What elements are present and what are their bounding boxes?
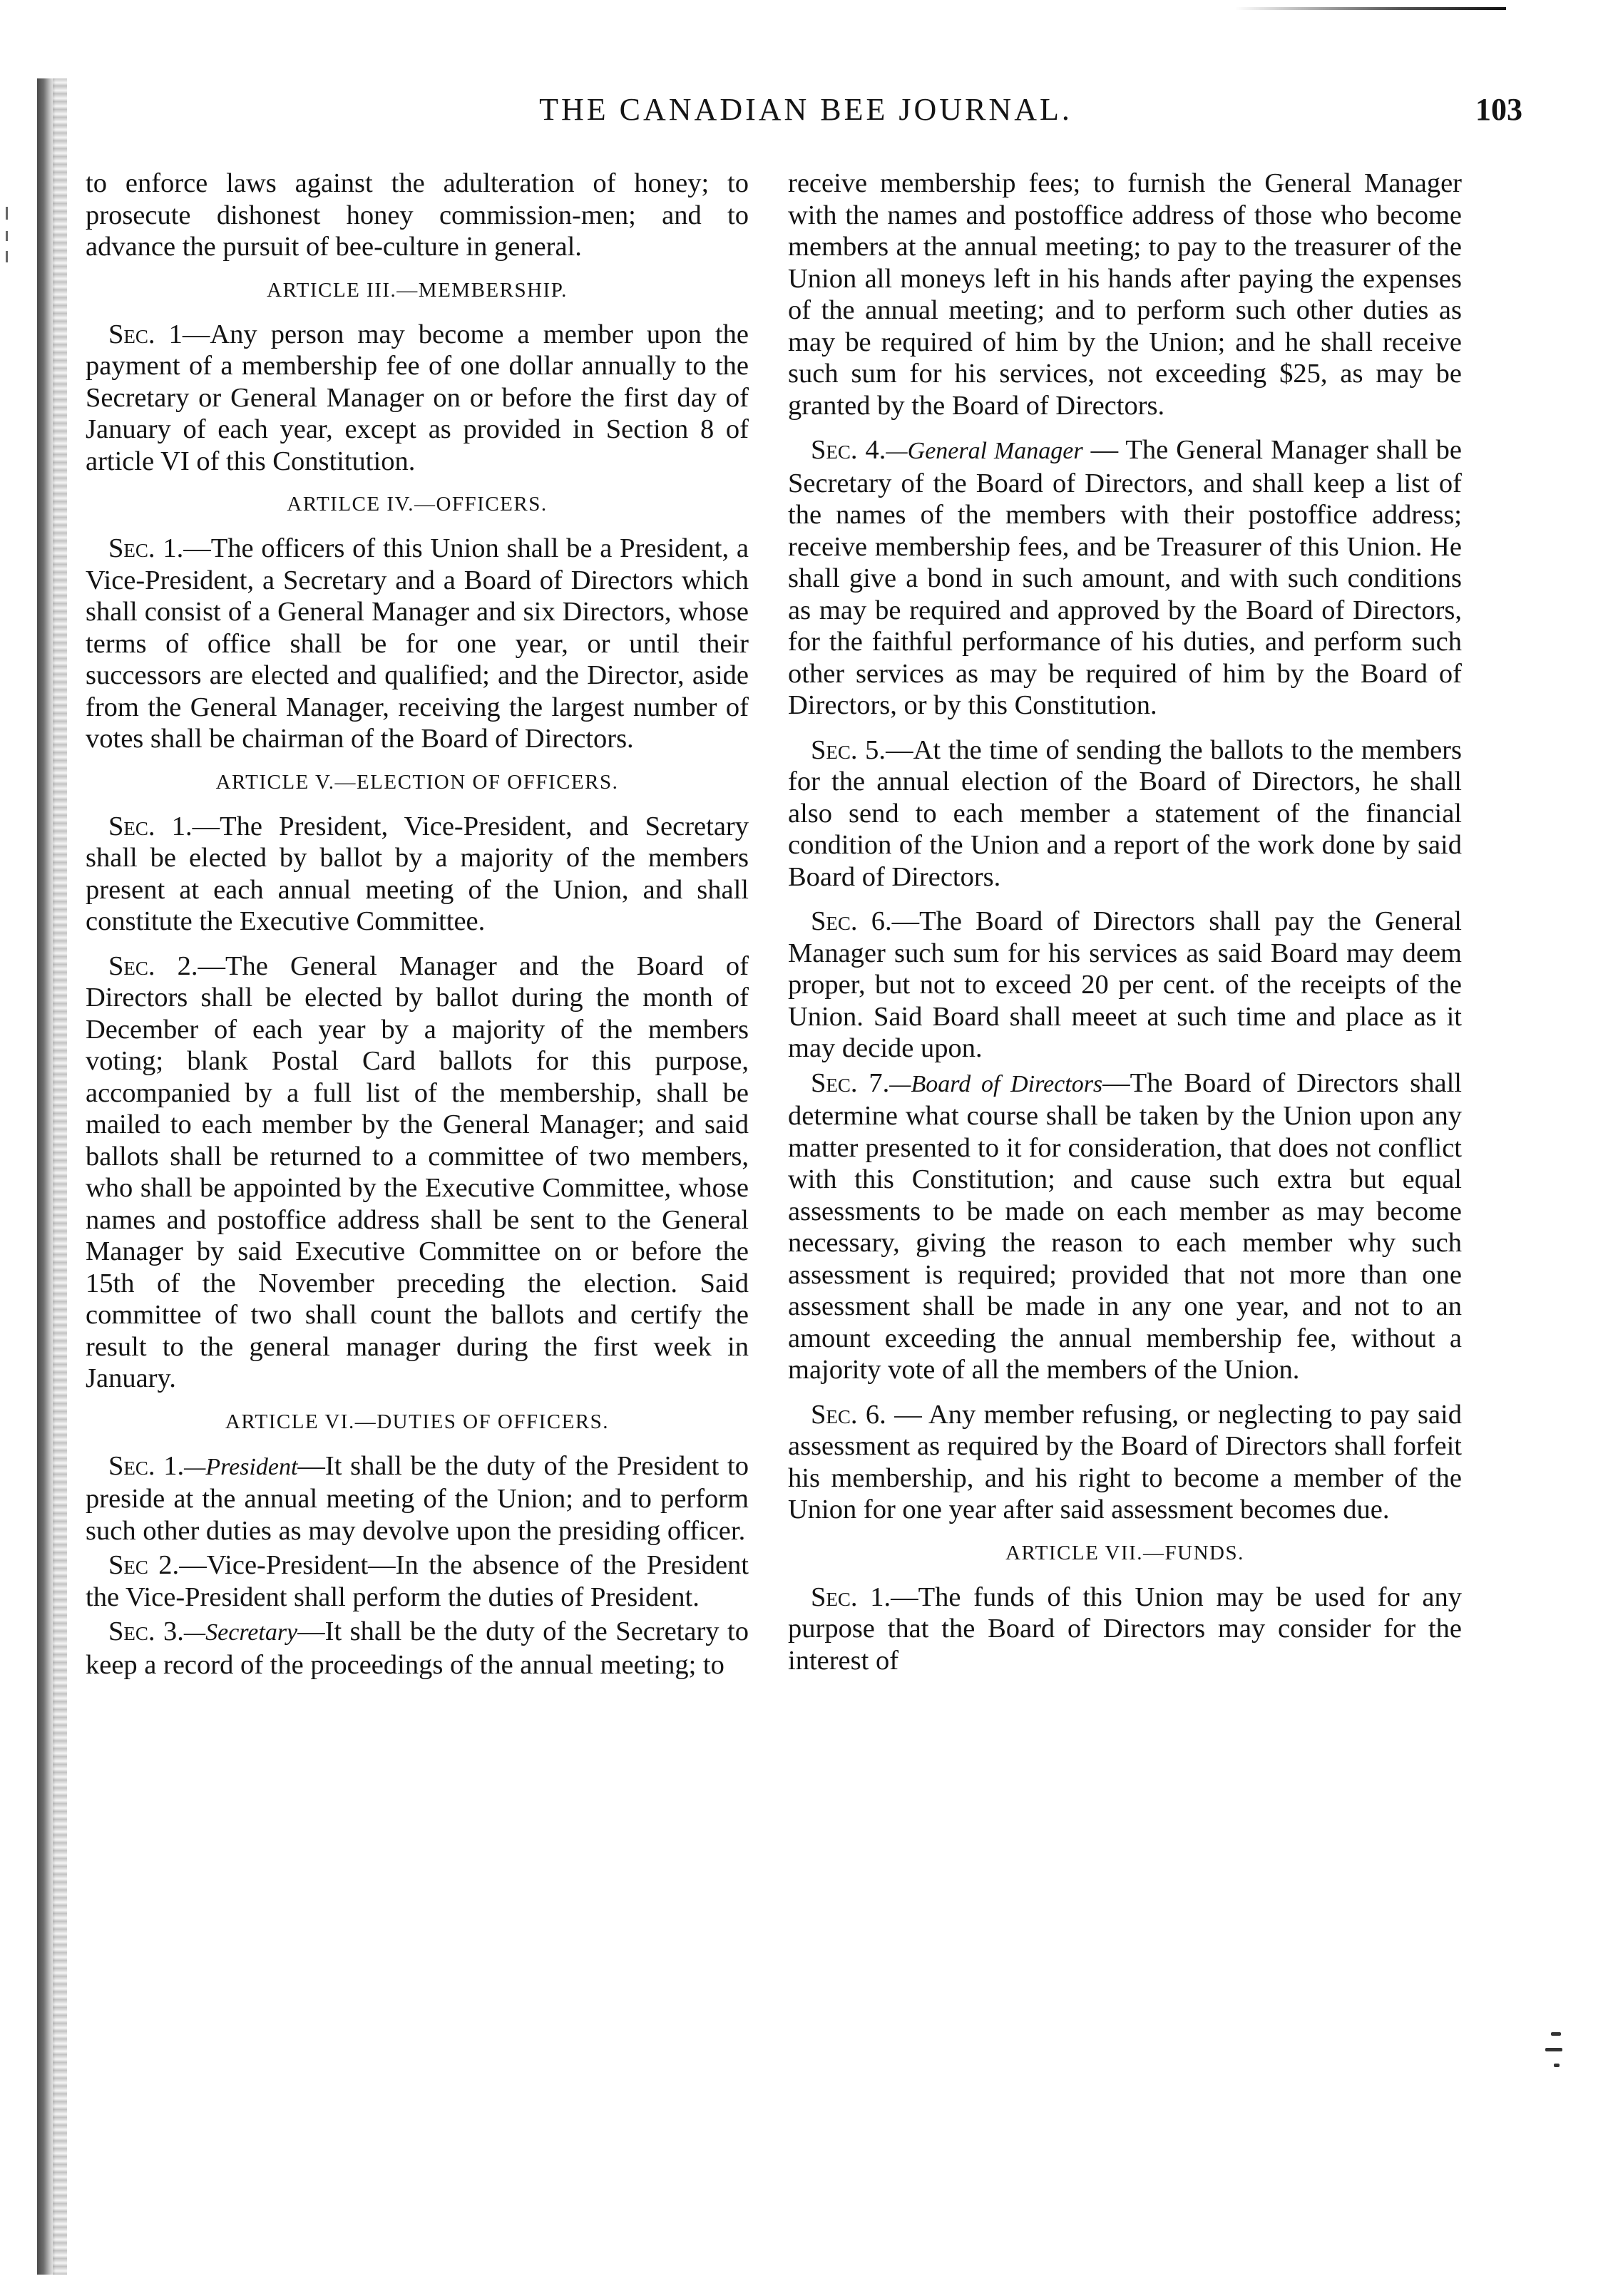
section-label: Sec. 4.: [811, 435, 886, 465]
section-text: —Vice-President—In the absence of the President the Vice-President shall perform the duties of President.: [86, 1550, 749, 1612]
section-text: —The officers of this Union shall be a President, a Vice-President, a Secretary and a Board of Directors which shall consist of a General Manager and six Directors, whose terms of office shall be for one year, or until their successors are elected and qualified; and the Director, aside from the General Manager, receiving the largest number of votes shall be chairman of the Board of Directors.: [86, 533, 749, 754]
section-text: —The funds of this Union may be used for any purpose that the Board of Directors may consider for the interest of: [788, 1582, 1462, 1676]
section-paragraph: [86, 1616, 749, 1681]
section-title-italic: —Secretary: [183, 1619, 298, 1646]
section-label: Sec. 1.: [811, 1582, 891, 1612]
section-paragraph: [788, 1582, 1462, 1677]
section-paragraph: [788, 734, 1462, 893]
right-margin-marks: [1545, 2032, 1574, 2075]
section-label: Sec 2.: [108, 1550, 180, 1580]
section-paragraph: [86, 950, 749, 1395]
section-label: Sec. 5.: [811, 734, 886, 765]
section-label: Sec. 6.: [811, 906, 892, 936]
section-text: —The President, Vice-President, and Secretary shall be elected by ballot by a majority of the members present at each annual meeting of the Union, and shall constitute the Executive Committee.: [86, 811, 749, 936]
section-paragraph: [86, 1450, 749, 1547]
section-label: Sec. 1.: [108, 1450, 185, 1481]
section-paragraph: [86, 811, 749, 938]
section-text: —The Board of Directors shall determine what course shall be taken by the Union upon any matter presented to it for consideration, that does not conflict with this Constitution; and cause such extra but equal assessments to be made on each member as may become necessary, giving the reason to each member why such assessment is required; provided that not more than one assessment shall be made in any one year, and not to an amount exceeding the annual membership fee, without a majority vote of all the members of the Union.: [788, 1067, 1462, 1385]
section-label: Sec. 1.: [108, 811, 193, 841]
paragraph: to enforce laws against the adulteration of honey; to prosecute dishonest honey commission-men; and to advance the pursuit of bee-culture in general.: [86, 168, 749, 262]
section-title-italic: —General Manager: [886, 438, 1083, 464]
section-title-italic: —President: [184, 1453, 298, 1480]
article-heading: ARTICLE VII.—FUNDS.: [1005, 1541, 1244, 1564]
section-paragraph: [788, 1067, 1462, 1386]
article-heading: ARTICLE VI.—DUTIES OF OFFICERS.: [225, 1410, 610, 1433]
section-text: —It shall be the duty of the President to preside at the annual meeting of the Union; and to perform such other duties as may devolve upon the presiding officer.: [86, 1450, 749, 1546]
article-heading: ARTILCE IV.—OFFICERS.: [287, 493, 548, 516]
scan-edge-mark: [1235, 7, 1506, 10]
section-text: —The Board of Directors shall pay the General Manager such sum for his services as said Board may deem proper, but not to exceed 20 per cent. of the receipts of the Union. Said Board shall meeet at such time and place as it may decide upon.: [788, 906, 1462, 1063]
left-column: [86, 168, 749, 1693]
article-heading: ARTICLE V.—ELECTION OF OFFICERS.: [215, 770, 619, 794]
binding-gutter-shadow: [37, 78, 56, 2275]
section-label: Sec. 6.: [811, 1399, 886, 1430]
section-paragraph: [86, 319, 749, 478]
section-text: —The General Manager and the Board of Directors shall be elected by ballot during the month of December of each year by a majority of the members voting; blank Postal Card ballots for this purpose, accompanied by a full list of the membership, shall be mailed to each member by the General Manager; and said ballots shall be returned to a committee of two members, who shall be appointed by the Executive Committee, whose names and postoffice address shall be sent to the General Manager by said Executive Committee on or before the 15th of the November preceding the election. Said committee of two shall count the ballots and certify the result to the general manager during the first week in January.: [86, 950, 749, 1393]
section-paragraph: [86, 533, 749, 755]
left-margin-marks: [6, 207, 10, 264]
section-label: Sec. 2.: [108, 950, 198, 981]
section-paragraph: [788, 906, 1462, 1065]
page-number: 103: [1475, 92, 1522, 127]
paragraph: receive membership fees; to furnish the General Manager with the names and postoffice address of those who become members at the annual meeting; to pay to the treasurer of the Union all moneys left in his hands after paying the expenses of the annual meeting; and to perform such other duties as may be required of him by the Union; and he shall receive such sum for his services, not exceeding $25, as may be granted by the Board of Directors.: [788, 168, 1462, 421]
section-text: —Any person may become a member upon the payment of a membership fee of one dollar annually to the Secretary or General Manager on or before the first day of January of each year, except as provided in Section 8 of article VI of this Constitution.: [86, 319, 749, 476]
section-label: Sec. 3.: [108, 1616, 184, 1646]
section-text: — Any member refusing, or neglecting to pay said assessment as required by the Board of Directors shall forfeit his membership, and his right to become a member of the Union for one year after said assessment becomes due.: [788, 1399, 1462, 1524]
page-header: [89, 86, 1522, 135]
section-text: —At the time of sending the ballots to the members for the annual election of the Board of Directors, he shall also send to each member a statement of the financial condition of the Union and a report of the work done by said Board of Directors.: [788, 734, 1462, 892]
section-paragraph: [788, 434, 1462, 722]
section-title-italic: —Board of Directors: [889, 1070, 1103, 1097]
section-label: Sec. 7.: [811, 1067, 890, 1098]
section-text: —It shall be the duty of the Secretary to keep a record of the proceedings of the annual meeting; to: [86, 1616, 749, 1680]
section-paragraph: [788, 1399, 1462, 1526]
section-label: Sec. 1.: [108, 533, 184, 563]
section-text: — The General Manager shall be Secretary of the Board of Directors, and shall keep a list of the names of the members with their postoffice address; receive membership fees, and be Treasurer of this Union. He shall give a bond in such amount, and with such conditions as may be required and approved by the Board of Directors, for the faithful performance of his duties, and perform such other services as may be required of him by the Board of Directors, or by this Constitution.: [788, 435, 1462, 720]
running-title: THE CANADIAN BEE JOURNAL.: [539, 92, 1072, 127]
right-column: [788, 168, 1462, 1689]
section-paragraph: [86, 1549, 749, 1613]
section-label: Sec. 1: [108, 319, 183, 349]
article-heading: ARTICLE III.—MEMBERSHIP.: [267, 278, 568, 302]
